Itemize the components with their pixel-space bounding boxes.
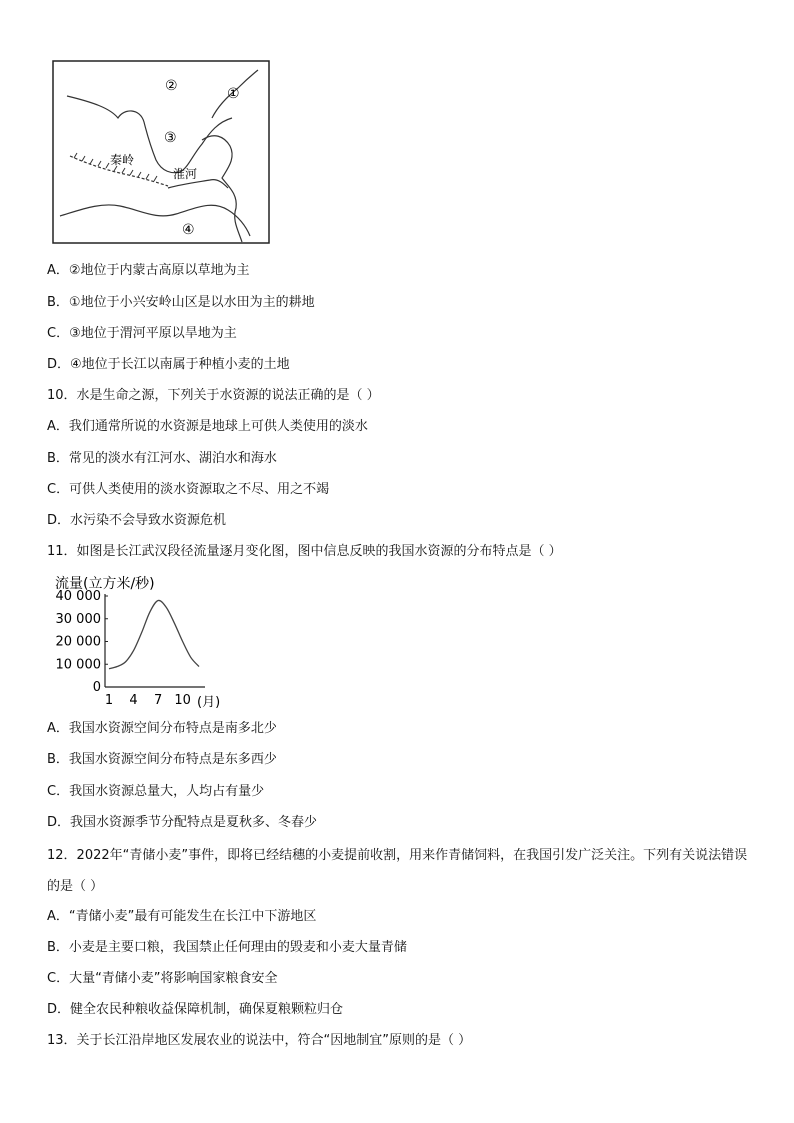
map-figure xyxy=(52,60,270,244)
chart-xlabel: (月) xyxy=(197,695,221,710)
q11-stem: 11．如图是长江武汉段径流量逐月变化图，图中信息反映的我国水资源的分布特点是（ ） xyxy=(47,544,562,559)
chart-xtick-label: 1 xyxy=(104,693,114,708)
chart-xtick-label: 4 xyxy=(129,693,138,708)
chart-series-line xyxy=(109,600,199,668)
chart-ytick-label: 0 xyxy=(92,680,101,695)
chart-ylabel: 流量(立方米/秒) xyxy=(55,576,155,592)
chart-xtick-label: 7 xyxy=(153,693,163,708)
q12-option-b: B．小麦是主要口粮，我国禁止任何理由的毁麦和小麦大量青储 xyxy=(47,940,407,955)
q12-option-a: A．“青储小麦”最有可能发生在长江中下游地区 xyxy=(47,909,317,924)
q10-option-c: C．可供人类使用的淡水资源取之不尽、用之不竭 xyxy=(47,482,330,497)
chart-xtick-label: 10 xyxy=(174,693,191,708)
q12-option-c: C．大量“青储小麦”将影响国家粮食安全 xyxy=(47,971,278,986)
map-label-region3: ③ xyxy=(164,130,177,146)
chart-ytick-label: 30 000 xyxy=(55,611,101,627)
chart-ytick-label: 20 000 xyxy=(55,634,101,650)
q12-stem: 12．2022年“青储小麦”事件，即将已经结穗的小麦提前收割，用来作青储饲料，在我国引发广泛关注。下列有关说法错误的是（ ） xyxy=(47,848,748,894)
q9-option-c: C．③地位于渭河平原以旱地为主 xyxy=(47,326,237,341)
map-label-huaihe: 淮河 xyxy=(173,167,198,181)
map-label-region2: ② xyxy=(165,78,178,94)
q9-option-a: A．②地位于内蒙古高原以草地为主 xyxy=(47,263,250,278)
q10-option-b: B．常见的淡水有江河水、湖泊水和海水 xyxy=(47,451,277,466)
q11-option-a: A．我国水资源空间分布特点是南多北少 xyxy=(47,721,277,736)
q10-stem: 10．水是生命之源，下列关于水资源的说法正确的是（ ） xyxy=(47,388,380,403)
chart-ytick-label: 40 000 xyxy=(55,589,101,604)
q9-option-b: B．①地位于小兴安岭山区是以水田为主的耕地 xyxy=(47,295,315,310)
map-label-region4: ④ xyxy=(182,222,195,238)
q13-stem: 13．关于长江沿岸地区发展农业的说法中，符合“因地制宜”原则的是（ ） xyxy=(47,1033,472,1048)
q11-option-d: D．我国水资源季节分配特点是夏秋多、冬春少 xyxy=(47,815,318,830)
q11-option-c: C．我国水资源总量大，人均占有量少 xyxy=(47,784,265,799)
map-label-qinling: 秦岭 xyxy=(110,153,135,167)
q9-option-d: D．④地位于长江以南属于种植小麦的土地 xyxy=(47,357,290,372)
q11-option-b: B．我国水资源空间分布特点是东多西少 xyxy=(47,752,277,767)
q10-option-d: D．水污染不会导致水资源危机 xyxy=(47,513,227,528)
chart-ytick-label: 10 000 xyxy=(55,657,101,673)
q12-option-d: D．健全农民种粮收益保障机制，确保夏粮颗粒归仓 xyxy=(47,1002,344,1017)
map-label-region1: ① xyxy=(227,86,240,102)
q10-option-a: A．我们通常所说的水资源是地球上可供人类使用的淡水 xyxy=(47,419,368,434)
flow-chart xyxy=(47,572,237,712)
